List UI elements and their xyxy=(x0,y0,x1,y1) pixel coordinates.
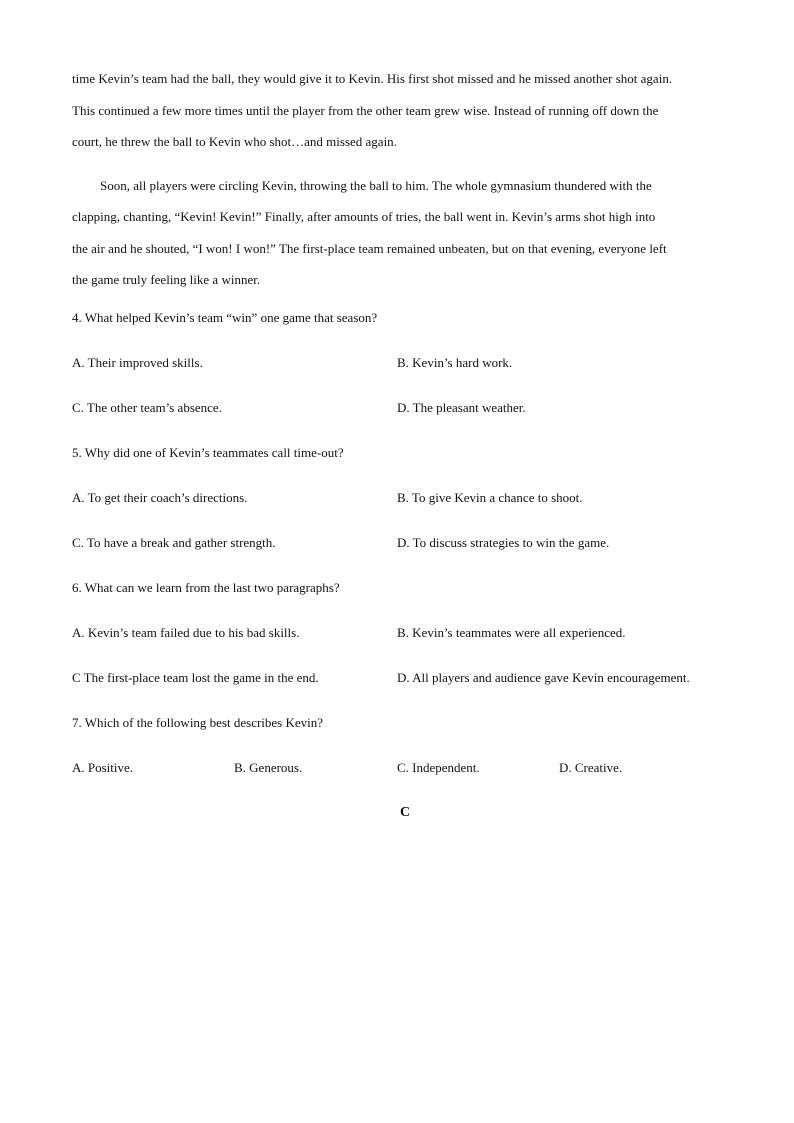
option-d: D. To discuss strategies to win the game. xyxy=(397,534,610,550)
question-6-stem: 6. What can we learn from the last two paragraphs? xyxy=(72,579,340,595)
option-a: A. Positive. xyxy=(72,759,134,775)
document-page xyxy=(72,63,724,823)
option-c: C. Independent. xyxy=(397,759,480,775)
option-c: C. To have a break and gather strength. xyxy=(72,534,276,550)
question-5-options-row-2 xyxy=(72,533,724,553)
passage-paragraph-2 xyxy=(72,170,724,296)
question-4-options-row-1 xyxy=(72,353,724,373)
option-c: C. The other team’s absence. xyxy=(72,399,222,415)
text-line: time Kevin’s team had the ball, they would give it to Kevin. His first shot missed and he missed another shot again. xyxy=(72,71,673,86)
option-d: D. All players and audience gave Kevin encouragement. xyxy=(397,669,690,685)
question-7-options-row xyxy=(72,758,724,778)
option-a: A. Their improved skills. xyxy=(72,354,203,370)
section-heading: C xyxy=(399,804,411,820)
option-d: D. Creative. xyxy=(559,759,623,775)
text-line: clapping, chanting, “Kevin! Kevin!” Finally, after amounts of tries, the ball went in. Kevin’s arms shot high into xyxy=(72,209,656,224)
question-4-options-row-2 xyxy=(72,398,724,418)
passage-paragraph-1 xyxy=(72,63,724,158)
question-4-stem: 4. What helped Kevin’s team “win” one game that season? xyxy=(72,309,378,325)
option-b: B. Generous. xyxy=(234,759,303,775)
option-c: C The first-place team lost the game in the end. xyxy=(72,669,319,685)
option-a: A. Kevin’s team failed due to his bad skills. xyxy=(72,624,300,640)
option-b: B. Kevin’s teammates were all experienced. xyxy=(397,624,626,640)
question-6-options-row-2 xyxy=(72,668,724,688)
text-line: the air and he shouted, “I won! I won!” The first-place team remained unbeaten, but on that evening, everyone left xyxy=(72,240,667,256)
question-5-options-row-1 xyxy=(72,488,724,508)
question-7-stem: 7. Which of the following best describes Kevin? xyxy=(72,714,324,730)
question-5-stem: 5. Why did one of Kevin’s teammates call time-out? xyxy=(72,444,344,460)
option-b: B. To give Kevin a chance to shoot. xyxy=(397,489,583,505)
text-line: This continued a few more times until the player from the other team grew wise. Instead of running off down the xyxy=(72,102,659,118)
option-b: B. Kevin’s hard work. xyxy=(397,354,513,370)
question-6-options-row-1 xyxy=(72,623,724,643)
option-a: A. To get their coach’s directions. xyxy=(72,489,248,505)
text-line: court, he threw the ball to Kevin who shot…and missed again. xyxy=(72,134,397,149)
option-d: D. The pleasant weather. xyxy=(397,399,526,415)
text-line: the game truly feeling like a winner. xyxy=(72,272,261,287)
text-line: Soon, all players were circling Kevin, throwing the ball to him. The whole gymnasium thundered with the xyxy=(100,177,652,193)
